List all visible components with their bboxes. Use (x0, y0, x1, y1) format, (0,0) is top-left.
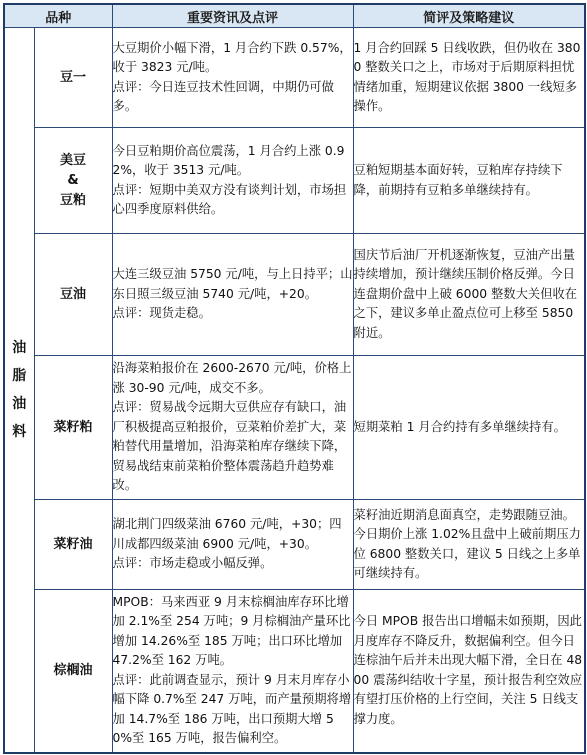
header-variety: 品种 (4, 4, 112, 28)
variety-cell: 豆油 (34, 234, 112, 356)
info-cell: 大连三级豆油 5750 元/吨，与上日持平；山东日照三级豆油 5740 元/吨，+20。 点评：现货走稳。 (112, 234, 353, 356)
variety-cell: 菜籽油 (34, 500, 112, 590)
header-row (4, 4, 585, 28)
strategy-cell: 今日 MPOB 报告出口增幅未如预期，因此月度库存不降反升，数据偏利空。但今日连棕油午后并未出现大幅下滑，全日在 4800 震荡纠结收十字星，预计报告利空效应有望打压价格的上行空间，关注 5 日线支撑力度。 (353, 590, 585, 753)
table-row (4, 590, 585, 753)
info-cell: MPOB：马来西亚 9 月末棕榈油库存环比增加 2.1%至 254 万吨；9 月棕榈油产量环比增加 14.26%至 185 万吨；出口环比增加 47.2%至 162 万吨。 点评：此前调查显示，预计 9 月末月库存小幅下降 0.7%至 247 万吨，而产量预期将增加 14.7%至 186 万吨，出口预期大增 50%至 165 万吨，报告偏利空。 (112, 590, 353, 753)
info-cell: 沿海菜粕报价在 2600-2670 元/吨，价格上涨 30-90 元/吨，成交不多。 点评：贸易战令远期大豆供应存有缺口，油厂积极提高豆粕报价，豆菜粕价差扩大，菜粕替代用量增加，沿海菜粕库存继续下降，贸易战结束前菜粕价整体震荡趋升趋势难改。 (112, 356, 353, 500)
variety-cell: 棕榈油 (34, 590, 112, 753)
table-row (4, 128, 585, 234)
variety-cell: 美豆 & 豆粕 (34, 128, 112, 234)
strategy-cell: 菜籽油近期消息面真空，走势跟随豆油。今日期价上涨 1.02%且盘中上破前期压力位 6800 整数关口，建议 5 日线之上多单可继续持有。 (353, 500, 585, 590)
table-row (4, 28, 585, 128)
table-row (4, 356, 585, 500)
info-cell: 今日豆粕期价高位震荡，1 月合约上涨 0.92%，收于 3513 元/吨。 点评：短期中美双方没有谈判计划，市场担心四季度原料供给。 (112, 128, 353, 234)
table-row (4, 500, 585, 590)
info-cell: 湖北荆门四级菜油 6760 元/吨，+30；四川成都四级菜油 6900 元/吨，+30。 点评：市场走稳或小幅反弹。 (112, 500, 353, 590)
strategy-cell: 国庆节后油厂开机逐渐恢复，豆油产出量持续增加，预计继续压制价格反弹。今日连盘期价盘中上破 6000 整数大关但收在之下，建议多单止盈点位可上移至 5850 附近。 (353, 234, 585, 356)
header-strategy: 简评及策略建议 (353, 4, 585, 28)
commodity-table (3, 3, 586, 754)
category-cell: 油 脂 油 料 (4, 28, 34, 753)
strategy-cell: 1 月合约回踩 5 日线收跌，但仍收在 3800 整数关口之上，市场对于后期原料担忧情绪加重，短期建议依据 3800 一线短多操作。 (353, 28, 585, 128)
table-row (4, 234, 585, 356)
variety-cell: 菜籽粕 (34, 356, 112, 500)
strategy-cell: 短期菜粕 1 月合约持有多单继续持有。 (353, 356, 585, 500)
strategy-cell: 豆粕短期基本面好转，豆粕库存持续下降，前期持有豆粕多单继续持有。 (353, 128, 585, 234)
header-info: 重要资讯及点评 (112, 4, 353, 28)
info-cell: 大豆期价小幅下滑，1 月合约下跌 0.57%，收于 3823 元/吨。 点评：今日连豆技术性回调，中期仍可做多。 (112, 28, 353, 128)
variety-cell: 豆一 (34, 28, 112, 128)
